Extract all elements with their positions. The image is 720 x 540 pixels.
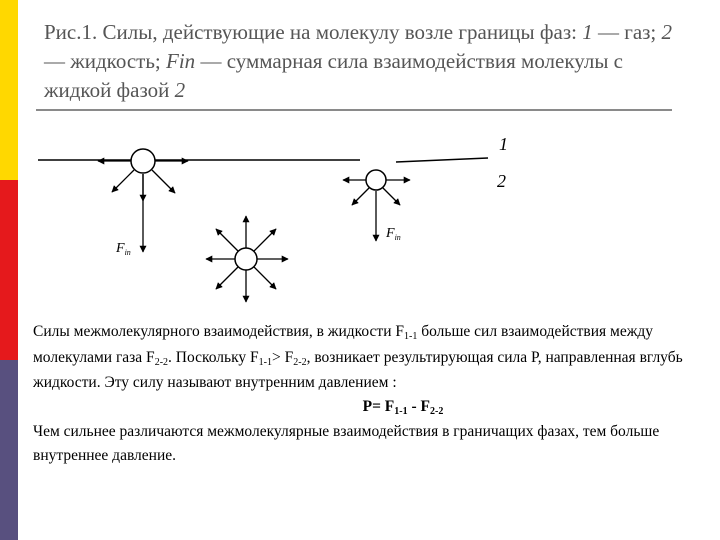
force-label-right: F xyxy=(386,226,395,241)
title-text: Рис.1. Силы, действующие на молекулу возле границы фаз: xyxy=(44,20,583,44)
force-arrow xyxy=(216,267,238,289)
force-arrow xyxy=(112,170,134,192)
force-label-left-sub: in xyxy=(124,248,131,257)
svg-text:Fin xyxy=(115,241,131,257)
title-text: — суммарная сила взаимодействия молекулы с жидкой фазой xyxy=(44,49,624,102)
molecule-bulk xyxy=(235,248,257,270)
stripe-purple xyxy=(0,360,18,540)
title-text: — жидкость; xyxy=(44,49,167,73)
force-arrow xyxy=(216,229,238,251)
title-fin: Fin xyxy=(166,49,196,73)
force-arrow xyxy=(254,229,276,251)
phase-boundary-line xyxy=(396,158,488,162)
molecule-surface xyxy=(131,149,155,173)
title-num-3: 2 xyxy=(174,78,186,102)
title-num-2: 2 xyxy=(661,20,673,44)
paragraph-conclusion: Чем сильнее различаются межмолекулярные взаимодействия в граничащих фазах, тем больше внутреннее давление. xyxy=(33,423,660,464)
force-arrow xyxy=(383,188,400,205)
title-num-1: 1 xyxy=(582,20,593,44)
phase-label-1: 1 xyxy=(499,134,508,154)
paragraph-forces: Силы межмолекулярного взаимодействия, в жидкости F1-1 больше сил взаимодействия между молекулами газа F2-2. Поскольку F1-1> F2-2, возникает результирующая сила Р, направленная вглубь жидкости. Эту силу называют внутренним давлением : xyxy=(33,323,683,391)
force-label-left: F xyxy=(116,241,125,256)
title-text: — газ; xyxy=(592,20,662,44)
pressure-formula: P= F1-1 - F2-2 xyxy=(362,397,444,417)
phase-label-2: 2 xyxy=(497,171,506,191)
body-text xyxy=(33,320,703,467)
force-label-right-sub: in xyxy=(394,233,401,242)
force-arrow xyxy=(352,188,369,205)
svg-text:Fin xyxy=(385,226,401,242)
force-arrow xyxy=(152,170,175,193)
force-arrow xyxy=(254,267,276,289)
molecule-boundary xyxy=(366,170,386,190)
